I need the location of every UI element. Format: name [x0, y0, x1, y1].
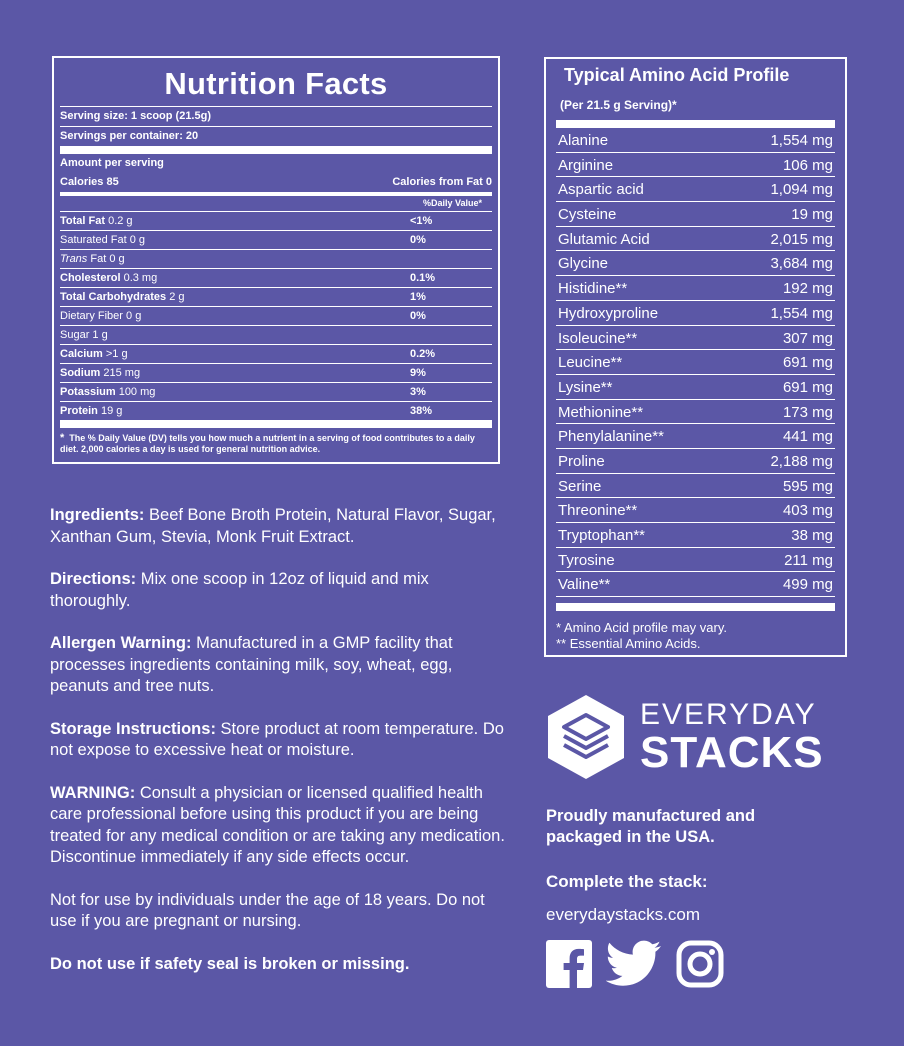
instagram-icon[interactable]	[676, 940, 724, 988]
amino-row	[556, 523, 835, 548]
brand-line-2: STACKS	[640, 728, 824, 777]
amino-row	[556, 177, 835, 202]
nutrient-row	[60, 268, 492, 287]
nutrient-daily-value: 3%	[410, 386, 426, 398]
serving-size: Serving size: 1 scoop (21.5g)	[60, 110, 211, 122]
amino-value: 2,015 mg	[770, 230, 833, 248]
nutrient-name: Sugar 1 g	[60, 329, 108, 341]
amino-value: 691 mg	[782, 378, 833, 396]
nutrient-name: Trans Fat 0 g	[60, 253, 125, 265]
nutrient-row	[60, 325, 492, 344]
nutrient-daily-value: 1%	[410, 291, 426, 303]
nutrient-name: Protein 19 g	[60, 405, 123, 417]
amino-row	[556, 227, 835, 252]
warning: WARNING: Consult a physician or licensed qualified health care professional before using this product if you are being treated for any medical condition or are taking any medication. Discontinue immediately if any side effects occur.	[50, 783, 505, 866]
amino-row	[556, 498, 835, 523]
amino-name: Glutamic Acid	[558, 230, 650, 248]
amino-footnote-2: ** Essential Amino Acids.	[556, 636, 701, 652]
amino-row	[556, 153, 835, 178]
amino-row	[556, 276, 835, 301]
amino-name: Valine**	[558, 576, 611, 594]
nutrient-row	[60, 344, 492, 363]
nutrient-name: Dietary Fiber 0 g	[60, 310, 142, 322]
nutrient-daily-value: 9%	[410, 367, 426, 379]
amino-title: Typical Amino Acid Profile	[564, 65, 790, 85]
amino-value: 173 mg	[782, 403, 833, 421]
amino-name: Alanine	[558, 132, 609, 149]
brand-line-1: EVERYDAY	[640, 698, 817, 731]
amino-row	[556, 350, 835, 375]
nutrient-daily-value: 0.2%	[410, 348, 436, 360]
amino-value: 38 mg	[791, 527, 833, 544]
amino-row	[556, 326, 835, 351]
amino-value: 19 mg	[791, 206, 833, 224]
amino-name: Cysteine	[558, 206, 617, 224]
nutrient-name: Cholesterol 0.3 mg	[60, 272, 158, 284]
nutrient-name: Calcium >1 g	[60, 348, 128, 360]
everyday-stacks-logo-icon	[544, 693, 628, 781]
brand-name	[640, 699, 824, 775]
social-icons	[546, 940, 724, 988]
facebook-icon[interactable]	[546, 940, 592, 988]
nutrient-daily-value: 38%	[410, 405, 433, 417]
product-info	[50, 505, 510, 996]
nutrient-row	[60, 306, 492, 325]
twitter-icon[interactable]	[606, 940, 662, 988]
nutrient-name: Total Carbohydrates 2 g	[60, 291, 185, 303]
amino-row	[556, 449, 835, 474]
amino-name: Methionine**	[558, 403, 644, 421]
brand-block	[544, 693, 844, 783]
ingredients: Ingredients: Beef Bone Broth Protein, Natural Flavor, Sugar, Xanthan Gum, Stevia, Monk Fruit Extract.	[50, 506, 496, 546]
amino-row	[556, 572, 835, 597]
nutrition-title: Nutrition Facts	[164, 66, 388, 101]
amino-value: 2,188 mg	[770, 452, 833, 470]
amino-name: Threonine**	[558, 502, 638, 520]
amino-name: Aspartic acid	[558, 181, 644, 199]
nutrient-daily-value	[410, 250, 492, 268]
allergen-warning: Allergen Warning: Manufactured in a GMP facility that processes ingredients containing milk, soy, wheat, egg, peanuts and tree nuts.	[50, 634, 453, 695]
amino-value: 307 mg	[782, 329, 833, 347]
amino-value: 1,554 mg	[770, 304, 833, 322]
amino-value: 441 mg	[782, 428, 833, 446]
amino-name: Arginine	[558, 156, 614, 174]
amino-name: Phenylalanine**	[558, 428, 664, 446]
nutrient-daily-value: <1%	[410, 215, 433, 227]
amino-value: 1,554 mg	[770, 132, 833, 149]
amino-value: 211 mg	[784, 551, 833, 569]
amino-row	[556, 424, 835, 449]
nutrient-row	[60, 363, 492, 382]
servings-per-container: Servings per container: 20	[60, 126, 492, 146]
amino-value: 1,094 mg	[770, 181, 833, 199]
amino-footnote-1: * Amino Acid profile may vary.	[556, 620, 727, 636]
nutrient-row	[60, 249, 492, 268]
calories-from-fat: Calories from Fat 0	[392, 176, 492, 188]
amino-name: Proline	[558, 452, 605, 470]
amino-name: Leucine**	[558, 354, 623, 372]
complete-the-stack: Complete the stack:	[546, 872, 708, 891]
directions: Directions: Mix one scoop in 12oz of liquid and mix thoroughly.	[50, 570, 429, 610]
amino-row	[556, 128, 835, 153]
amino-value: 192 mg	[782, 280, 833, 298]
nutrition-footnote: * The % Daily Value (DV) tells you how much a nutrient in a serving of food contributes to a daily diet. 2,000 calories a day is used for general nutrition advice.	[60, 432, 475, 454]
nutrient-daily-value: 0%	[410, 310, 426, 322]
nutrient-name: Potassium 100 mg	[60, 386, 156, 398]
amino-name: Histidine**	[558, 280, 628, 298]
nutrient-row	[60, 287, 492, 306]
amino-row	[556, 548, 835, 573]
nutrition-facts-panel	[52, 56, 500, 464]
nutrient-name: Total Fat 0.2 g	[60, 215, 133, 227]
calories-line	[60, 173, 492, 192]
nutrient-name: Saturated Fat 0 g	[60, 234, 145, 246]
nutrient-row	[60, 230, 492, 249]
amino-name: Tyrosine	[558, 551, 615, 569]
amino-value: 499 mg	[782, 576, 833, 594]
daily-value-header: %Daily Value*	[422, 198, 482, 208]
nutrient-daily-value	[410, 326, 492, 344]
amino-value: 403 mg	[782, 502, 833, 520]
nutrient-name: Sodium 215 mg	[60, 367, 141, 379]
amino-subtitle: (Per 21.5 g Serving)*	[560, 98, 677, 112]
website-link[interactable]: everydaystacks.com	[546, 905, 700, 924]
manufactured-notice: Proudly manufactured and packaged in the USA.	[546, 807, 756, 846]
nutrient-row	[60, 382, 492, 401]
amino-row	[556, 251, 835, 276]
calories: Calories 85	[60, 176, 119, 188]
amino-name: Isoleucine**	[558, 329, 638, 347]
amino-name: Glycine	[558, 255, 609, 273]
amino-row	[556, 474, 835, 499]
nutrient-row	[60, 401, 492, 420]
amino-value: 106 mg	[782, 156, 833, 174]
seal-notice: Do not use if safety seal is broken or missing.	[50, 954, 410, 973]
amino-row	[556, 202, 835, 227]
amino-footnotes	[556, 619, 835, 653]
amino-value: 691 mg	[782, 354, 833, 372]
amino-row	[556, 375, 835, 400]
amino-value: 3,684 mg	[770, 255, 833, 273]
amino-acid-panel	[544, 57, 847, 657]
storage-instructions: Storage Instructions: Store product at room temperature. Do not expose to excessive heat or moisture.	[50, 719, 504, 759]
amino-row	[556, 400, 835, 425]
amino-row	[556, 301, 835, 326]
amino-name: Lysine**	[558, 378, 613, 396]
nutrient-daily-value: 0%	[410, 234, 426, 246]
nutrient-row	[60, 211, 492, 230]
age-notice: Not for use by individuals under the age of 18 years. Do not use if you are pregnant or nursing.	[50, 890, 485, 930]
amino-value: 595 mg	[782, 477, 833, 495]
amount-per-serving: Amount per serving	[60, 157, 164, 169]
amino-name: Tryptophan**	[558, 527, 645, 544]
amino-name: Serine	[558, 477, 602, 495]
amino-name: Hydroxyproline	[558, 304, 659, 322]
nutrient-daily-value: 0.1%	[410, 272, 436, 284]
